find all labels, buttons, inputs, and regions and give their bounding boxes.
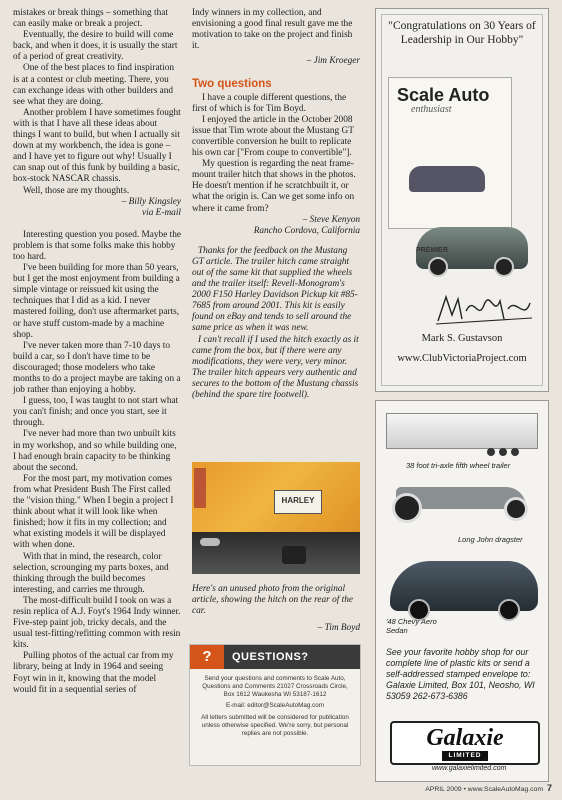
questions-address: Send your questions and comments to Scale Auto, Questions and Comments 21027 Crossroads Circle, Box 1612 Waukesha WI 53187-1612 xyxy=(202,675,348,698)
signature-name: – Billy Kingsley xyxy=(121,196,181,207)
logo-subtext: LIMITED xyxy=(442,751,488,761)
questions-email[interactable]: E-mail: editor@ScaleAutoMag.com xyxy=(225,702,325,710)
questions-header xyxy=(190,645,360,669)
wheel xyxy=(487,448,495,456)
questions-box xyxy=(189,644,361,766)
signature-name: – Tim Boyd xyxy=(317,623,360,634)
premier-label: PREMIER xyxy=(416,247,448,254)
hitch-photo xyxy=(192,462,360,574)
footer-text: APRIL 2009 • www.ScaleAutoMag.com xyxy=(425,786,543,793)
paragraph: I have a couple different questions, the first of which is for Tim Boyd. xyxy=(192,92,347,114)
question-mark-icon: ? xyxy=(190,645,224,669)
paragraph: For the most part, my motivation comes from what President Bush The First called the "vision thing." When I begin a project I think about what it will look like when finished; how it fits in my collection; and what existing models it will be displayed with when done. xyxy=(13,473,174,551)
ad-signer-name: Mark S. Gustavson xyxy=(421,333,503,344)
product-label: Long John dragster xyxy=(458,535,523,544)
signature-name: – Steve Kenyon xyxy=(302,214,360,225)
letters-column-2 xyxy=(192,8,360,401)
questions-body xyxy=(190,669,360,738)
paragraph: mistakes or break things – something that can easily make or break a project. xyxy=(13,8,168,30)
paragraph: Another problem I have sometimes fought with is that I have all these ideas about things I want to build, but when I actually sit down at my workbench, the idea is gone – and I have yet to figure out why! Usually I can snap out of this funk by building a basic, box-stock NASCAR chassis. xyxy=(13,107,181,185)
wheel xyxy=(494,257,514,277)
paragraph: I can't recall if I used the hitch exactly as it came from the box, but if there were any modifications, they were very, very minor. The trailer hitch appears very authentic and secures to the bottom of the Mustang chassis (behind the spare tire footwell). xyxy=(192,334,359,400)
galaxie-logo xyxy=(390,721,540,765)
galaxie-ad xyxy=(375,400,549,782)
handwritten-signature xyxy=(434,291,534,327)
section-heading: Two questions xyxy=(192,78,272,91)
ad-headline: "Congratulations on 30 Years of Leadership in Our Hobby" xyxy=(388,20,536,46)
trailer-image xyxy=(386,413,538,449)
congratulations-ad xyxy=(375,8,549,392)
ad-url[interactable]: www.ClubVictoriaProject.com xyxy=(397,353,527,364)
magazine-subtitle: enthusiast xyxy=(411,104,452,115)
caption-text: Here's an unused photo from the original article, showing the hitch on the rear of the car. xyxy=(192,584,354,617)
paragraph: My question is regarding the neat frame-mount trailer hitch that shows in the photos. He doesn't mention if he scratchbuilt it, or what the origin is. Can we get some info on where it came from? xyxy=(192,159,356,214)
signature-location: via E-mail xyxy=(142,207,181,218)
paragraph: The most-difficult build I took on was a resin replica of A.J. Foyt's 1964 Indy winner. Five-step paint job, tricky decals, and the usual test-fitting/refitting common with resin kits. xyxy=(13,595,181,651)
editor-reply xyxy=(192,246,360,401)
paragraph: I've been building for more than 50 years, but I get the most enjoyment from building a simple vintage or reissued kit using the techniques that I did as a kid. I never mastered foiling, don't use aftermarket parts, or have stuff custom-made by a machine shop. xyxy=(13,263,180,340)
cover-car-image xyxy=(409,166,485,192)
paragraph: Pulling photos of the actual car from my library, being at Indy in 1964 and seeing Foyt win in it, knowing that the model would fit in a sequential series of xyxy=(13,651,174,695)
wheel xyxy=(504,497,528,521)
wheel xyxy=(498,599,520,621)
ad-body-text: See your favorite hobby shop for our complete line of plastic kits or send a self-addressed stamped envelope to: Galaxie Limited, Box 101, Neosho, WI 53059 262-673-6386 xyxy=(386,647,535,701)
exhaust-pipe xyxy=(200,538,220,546)
signature-location: Rancho Cordova, California xyxy=(253,225,360,236)
paragraph: Well, those are my thoughts. xyxy=(23,185,130,196)
paragraph: With that in mind, the research, color selection, scrounging my parts boxes, and thinking through the build becomes interesting, and carries me through. xyxy=(13,551,169,595)
letters-column-1 xyxy=(13,8,181,696)
tail-light xyxy=(194,468,206,508)
wheel xyxy=(511,448,519,456)
paragraph: Eventually, the desire to build will come back, and when it does, it is usually the start of a period of great creativity. xyxy=(13,30,178,63)
paragraph: One of the best places to find inspiration is at a contest or club meeting. There, you can exchange ideas with other builders and see what they are doing. xyxy=(13,63,175,107)
paragraph: Thanks for the feedback on the Mustang GT article. The trailer hitch came straight out of the same kit that supplied the wheels and the trailer itself: Revell-Monogram's 2000 F150 Harley Davidson Pickup kit #85-7685 from around 2001. This kit is easily found on eBay and tends to sell around the same price as when it was new. xyxy=(192,245,358,334)
paragraph: I've never had more than two unbuilt kits in my workshop, and so while building one, I had enough brain capacity to be thinking about the second. xyxy=(13,429,177,473)
page-number: 7 xyxy=(546,783,552,793)
signature-name: – Jim Kroeger xyxy=(306,56,360,67)
paragraph: Interesting question you posed. Maybe the problem is that some folks make this hobby too hard. xyxy=(13,229,182,262)
paragraph: Indy winners in my collection, and envisioning a good final result gave me the motivation to take on the project and finish it. xyxy=(192,8,353,52)
magazine-cover-image xyxy=(388,77,512,229)
questions-disclaimer: All letters submitted will be considered for publication unless otherwise specified. We're sorry, but personal replies are not possible. xyxy=(201,714,349,737)
chevy-image xyxy=(390,561,538,611)
trailer-hitch xyxy=(282,546,306,564)
product-label: 38 foot tri-axle fifth wheel trailer xyxy=(406,461,511,470)
photo-caption xyxy=(192,584,360,634)
wheel xyxy=(392,493,422,523)
logo-text: Galaxie xyxy=(426,725,504,751)
license-plate: HARLEY xyxy=(274,490,322,514)
questions-title: QUESTIONS? xyxy=(232,651,309,663)
product-label: '48 Chevy Aero Sedan xyxy=(386,617,437,635)
magazine-title: Scale Auto xyxy=(397,85,490,105)
paragraph: I've never taken more than 7-10 days to build a car, so I don't have time to be discouraged; those modelers who take months to do a project maybe are taking on a job rather than enjoying a hobby. xyxy=(13,340,181,396)
wheel xyxy=(499,448,507,456)
wheel xyxy=(428,257,448,277)
paragraph: I guess, too, I was taught to not start what you can't finish; and once you start, see it through. xyxy=(13,396,179,429)
page-footer xyxy=(425,783,552,793)
dragster-image xyxy=(396,487,526,509)
paragraph: I enjoyed the article in the October 2008 issue that Tim wrote about the Mustang GT convertible conversion he built to replicate his own car ["From coupe to convertible"]. xyxy=(192,114,354,159)
ad-url[interactable]: www.galaxielimited.com xyxy=(432,765,507,772)
